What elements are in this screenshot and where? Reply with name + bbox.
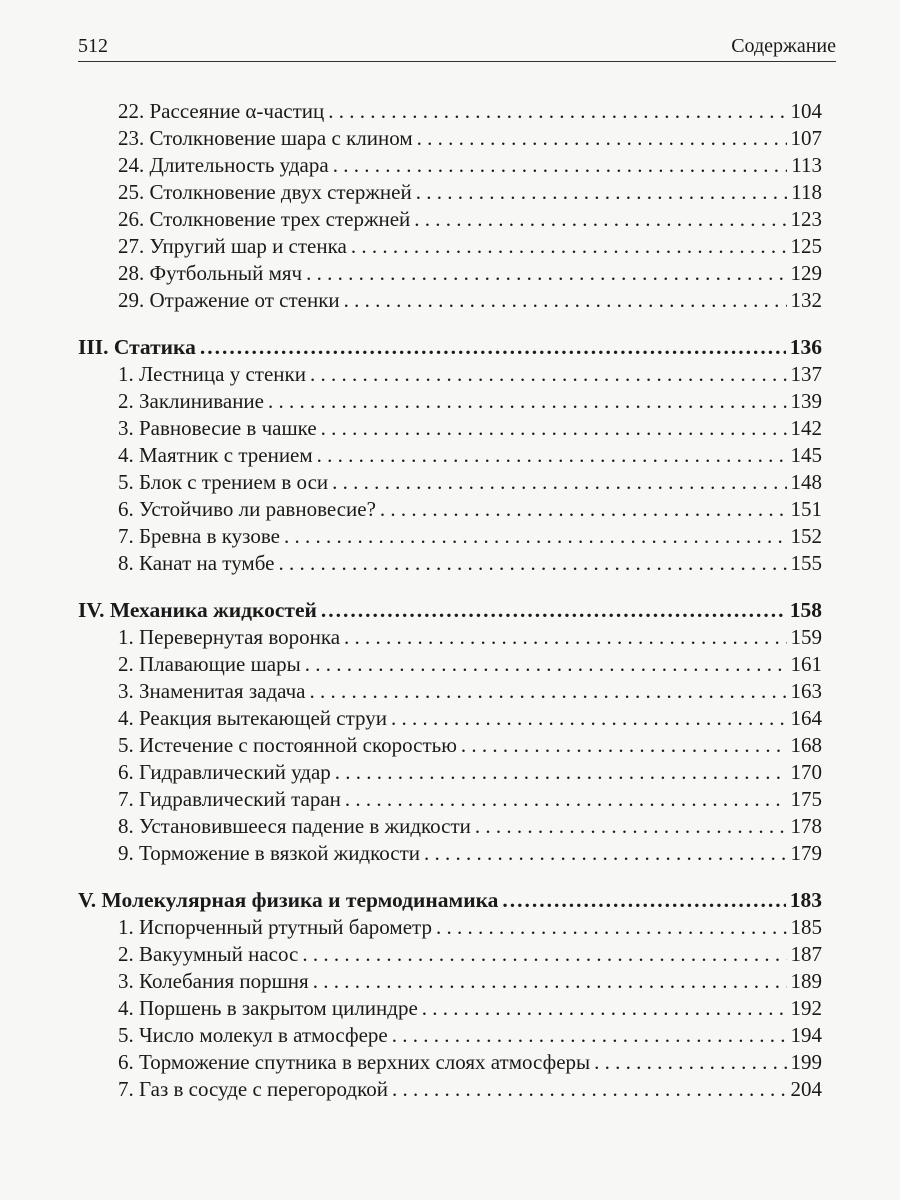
toc-entry-page: 170 xyxy=(790,760,822,784)
toc-entry[interactable] xyxy=(78,550,822,577)
toc-entry-title: 6. Торможение спутника в верхних слоях атмосферы xyxy=(118,1050,591,1074)
toc-entry-title: 7. Гидравлический таран xyxy=(118,787,341,811)
dot-leader xyxy=(416,179,788,206)
toc-entry-page: 123 xyxy=(790,207,822,231)
toc-entry[interactable] xyxy=(78,496,822,523)
toc-entry-page: 142 xyxy=(790,416,822,440)
toc-entry-title: 7. Газ в сосуде с перегородкой xyxy=(118,1077,388,1101)
toc-entry[interactable] xyxy=(78,361,822,388)
toc-entry[interactable] xyxy=(78,995,822,1022)
dot-leader xyxy=(351,233,787,260)
toc-entry-page: 163 xyxy=(790,679,822,703)
dot-leader xyxy=(321,597,786,624)
toc-entry-page: 113 xyxy=(791,153,822,177)
toc-entry[interactable] xyxy=(78,1049,822,1076)
dot-leader xyxy=(328,98,786,125)
toc-entry[interactable] xyxy=(78,1076,822,1103)
table-of-contents xyxy=(78,98,822,1103)
toc-entry-page: 129 xyxy=(790,261,822,285)
toc-entry-page: 151 xyxy=(790,497,822,521)
toc-entry-page: 118 xyxy=(791,180,822,204)
toc-entry-title: 8. Канат на тумбе xyxy=(118,551,275,575)
toc-entry[interactable] xyxy=(78,968,822,995)
dot-leader xyxy=(502,887,785,914)
toc-entry-page: 168 xyxy=(790,733,822,757)
toc-section-heading[interactable] xyxy=(78,597,822,624)
toc-entry-title: 28. Футбольный мяч xyxy=(118,261,303,285)
toc-entry-page: 187 xyxy=(790,942,822,966)
toc-entry-title: 23. Столкновение шара с клином xyxy=(118,126,413,150)
toc-entry[interactable] xyxy=(78,469,822,496)
toc-entry[interactable] xyxy=(78,705,822,732)
toc-entry[interactable] xyxy=(78,759,822,786)
toc-entry-page: 104 xyxy=(790,99,822,123)
toc-entry-title: 9. Торможение в вязкой жидкости xyxy=(118,841,421,865)
toc-entry[interactable] xyxy=(78,388,822,415)
toc-entry-title: 5. Истечение с постоянной скоростью xyxy=(118,733,457,757)
dot-leader xyxy=(335,759,787,786)
dot-leader xyxy=(380,496,787,523)
dot-leader xyxy=(344,287,787,314)
toc-section-heading[interactable] xyxy=(78,887,822,914)
toc-entry-page: 161 xyxy=(790,652,822,676)
dot-leader xyxy=(310,361,787,388)
toc-section-heading[interactable] xyxy=(78,334,822,361)
dot-leader xyxy=(305,651,787,678)
toc-entry-title: 7. Бревна в кузове xyxy=(118,524,280,548)
toc-entry-title: III. Статика xyxy=(78,335,196,359)
dot-leader xyxy=(414,206,786,233)
toc-entry[interactable] xyxy=(78,523,822,550)
toc-entry[interactable] xyxy=(78,179,822,206)
toc-entry-title: 4. Поршень в закрытом цилиндре xyxy=(118,996,418,1020)
toc-entry-page: 204 xyxy=(790,1077,822,1101)
dot-leader xyxy=(475,813,787,840)
toc-entry-page: 132 xyxy=(790,288,822,312)
toc-entry-title: 1. Испорченный ртутный барометр xyxy=(118,915,432,939)
toc-entry-page: 139 xyxy=(790,389,822,413)
toc-entry-page: 136 xyxy=(789,335,822,359)
dot-leader xyxy=(392,1076,787,1103)
running-title: Содержание xyxy=(731,35,836,57)
toc-entry-title: 6. Устойчиво ли равновесие? xyxy=(118,497,376,521)
toc-entry[interactable] xyxy=(78,442,822,469)
toc-entry-page: 189 xyxy=(790,969,822,993)
toc-entry-page: 148 xyxy=(790,470,822,494)
toc-entry-page: 155 xyxy=(790,551,822,575)
dot-leader xyxy=(302,941,786,968)
toc-entry[interactable] xyxy=(78,651,822,678)
toc-entry-title: 1. Лестница у стенки xyxy=(118,362,306,386)
dot-leader xyxy=(284,523,787,550)
toc-entry-page: 192 xyxy=(790,996,822,1020)
toc-entry-page: 179 xyxy=(790,841,822,865)
running-header xyxy=(78,26,836,62)
dot-leader xyxy=(321,415,787,442)
toc-entry-title: 22. Рассеяние α-частиц xyxy=(118,99,325,123)
toc-entry-title: 27. Упругий шар и стенка xyxy=(118,234,347,258)
toc-entry-title: 2. Плавающие шары xyxy=(118,652,301,676)
toc-entry[interactable] xyxy=(78,287,822,314)
dot-leader xyxy=(417,125,787,152)
toc-entry-title: 29. Отражение от стенки xyxy=(118,288,340,312)
dot-leader xyxy=(461,732,787,759)
dot-leader xyxy=(422,995,787,1022)
toc-entry[interactable] xyxy=(78,233,822,260)
toc-entry[interactable] xyxy=(78,98,822,125)
toc-entry-title: 25. Столкновение двух стержней xyxy=(118,180,412,204)
toc-entry-page: 194 xyxy=(790,1023,822,1047)
toc-entry[interactable] xyxy=(78,840,822,867)
dot-leader xyxy=(333,152,788,179)
dot-leader xyxy=(344,624,786,651)
toc-entry-page: 145 xyxy=(790,443,822,467)
toc-entry-title: 8. Установившееся падение в жидкости xyxy=(118,814,471,838)
dot-leader xyxy=(345,786,787,813)
toc-entry[interactable] xyxy=(78,624,822,651)
dot-leader xyxy=(392,1022,787,1049)
toc-entry-title: 24. Длительность удара xyxy=(118,153,329,177)
toc-entry[interactable] xyxy=(78,152,822,179)
toc-entry-title: 3. Знаменитая задача xyxy=(118,679,306,703)
dot-leader xyxy=(306,260,786,287)
dot-leader xyxy=(200,334,786,361)
toc-entry-page: 158 xyxy=(789,598,822,622)
dot-leader xyxy=(268,388,787,415)
toc-entry-title: 3. Колебания поршня xyxy=(118,969,309,993)
toc-entry-page: 137 xyxy=(790,362,822,386)
toc-entry[interactable] xyxy=(78,206,822,233)
page-number: 512 xyxy=(78,35,108,57)
toc-entry-page: 107 xyxy=(790,126,822,150)
dot-leader xyxy=(332,469,786,496)
toc-entry-page: 185 xyxy=(790,915,822,939)
toc-entry[interactable] xyxy=(78,914,822,941)
dot-leader xyxy=(278,550,786,577)
dot-leader xyxy=(317,442,787,469)
toc-entry-page: 175 xyxy=(790,787,822,811)
toc-entry[interactable] xyxy=(78,678,822,705)
dot-leader xyxy=(594,1049,786,1076)
dot-leader xyxy=(310,678,787,705)
toc-entry[interactable] xyxy=(78,260,822,287)
toc-entry-title: 2. Вакуумный насос xyxy=(118,942,299,966)
toc-entry-page: 159 xyxy=(790,625,822,649)
toc-entry-page: 152 xyxy=(790,524,822,548)
toc-entry-page: 178 xyxy=(790,814,822,838)
toc-entry-title: 2. Заклинивание xyxy=(118,389,264,413)
toc-entry[interactable] xyxy=(78,415,822,442)
dot-leader xyxy=(436,914,787,941)
toc-entry-title: 5. Число молекул в атмосфере xyxy=(118,1023,388,1047)
toc-entry-page: 183 xyxy=(789,888,822,912)
dot-leader xyxy=(391,705,786,732)
toc-entry[interactable] xyxy=(78,941,822,968)
toc-entry-title: 3. Равновесие в чашке xyxy=(118,416,317,440)
toc-entry-title: 1. Перевернутая воронка xyxy=(118,625,341,649)
toc-entry-title: 6. Гидравлический удар xyxy=(118,760,331,784)
toc-entry-page: 164 xyxy=(790,706,822,730)
toc-entry-title: 26. Столкновение трех стержней xyxy=(118,207,411,231)
toc-entry-title: V. Молекулярная физика и термодинамика xyxy=(78,888,499,912)
toc-entry-page: 125 xyxy=(790,234,822,258)
toc-entry-title: 4. Маятник с трением xyxy=(118,443,313,467)
toc-entry-title: IV. Механика жидкостей xyxy=(78,598,317,622)
toc-entry-title: 5. Блок с трением в оси xyxy=(118,470,329,494)
toc-entry-title: 4. Реакция вытекающей струи xyxy=(118,706,388,730)
dot-leader xyxy=(313,968,787,995)
toc-entry[interactable] xyxy=(78,125,822,152)
toc-entry[interactable] xyxy=(78,813,822,840)
toc-entry[interactable] xyxy=(78,732,822,759)
toc-entry-page: 199 xyxy=(790,1050,822,1074)
dot-leader xyxy=(424,840,786,867)
toc-entry[interactable] xyxy=(78,786,822,813)
toc-entry[interactable] xyxy=(78,1022,822,1049)
